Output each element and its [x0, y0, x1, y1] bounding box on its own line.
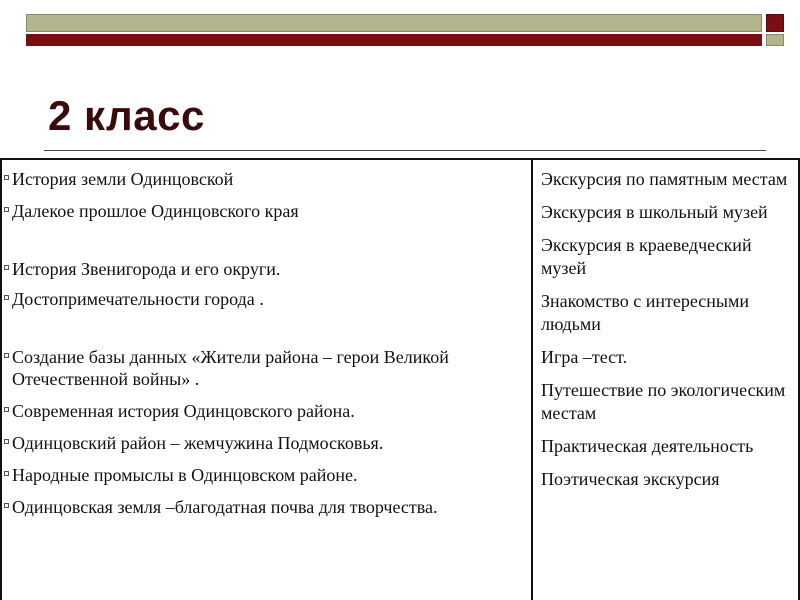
topic-item	[2, 288, 531, 310]
activities-list	[533, 160, 798, 491]
topics-list	[2, 160, 531, 518]
square-bullet-icon	[4, 503, 9, 508]
activity-item: Знакомство с интересными людьми	[541, 291, 750, 334]
activity-item: Экскурсия по памятным местам	[541, 169, 788, 189]
topic-text: Достопримечательности города .	[12, 289, 264, 309]
maroon-square	[766, 14, 784, 32]
square-bullet-icon	[4, 353, 9, 358]
topic-item	[2, 168, 531, 190]
square-bullet-icon	[4, 439, 9, 444]
content-table	[0, 158, 800, 600]
topic-text: История Звенигорода и его округи.	[12, 259, 281, 279]
topic-text: Создание базы данных «Жители района – герои Великой Отечественной войны» .	[12, 347, 449, 389]
topic-item	[2, 464, 531, 486]
square-bullet-icon	[4, 471, 9, 476]
topic-item	[2, 400, 531, 422]
topic-text: Одинцовский район – жемчужина Подмосковья.	[12, 433, 384, 453]
square-bullet-icon	[4, 295, 9, 300]
activity-item: Поэтическая экскурсия	[541, 469, 720, 489]
topic-item	[2, 432, 531, 454]
olive-square	[766, 34, 784, 46]
topic-item	[2, 200, 531, 222]
page-title: 2 класс	[48, 92, 205, 139]
activity-item: Игра –тест.	[541, 347, 628, 367]
activity-item: Путешествие по экологическим местам	[541, 380, 786, 423]
topic-text: Одинцовская земля –благодатная почва для творчества.	[12, 497, 438, 517]
topic-text: Современная история Одинцовского района.	[12, 401, 355, 421]
square-bullet-icon	[4, 207, 9, 212]
title-underline	[44, 150, 766, 151]
topic-item	[2, 496, 531, 518]
topics-column	[0, 160, 533, 600]
topic-text: Народные промыслы в Одинцовском районе.	[12, 465, 358, 485]
square-bullet-icon	[4, 407, 9, 412]
topic-item	[2, 258, 531, 280]
square-bullet-icon	[4, 175, 9, 180]
topic-item	[2, 346, 531, 390]
square-bullet-icon	[4, 265, 9, 270]
topic-text: Далекое прошлое Одинцовского края	[12, 201, 299, 221]
maroon-bar	[26, 34, 762, 46]
activity-item: Экскурсия в школьный музей	[541, 202, 768, 222]
topic-text: История земли Одинцовской	[12, 169, 234, 189]
olive-bar	[26, 14, 762, 32]
decorative-header-bars	[0, 0, 800, 60]
activities-column	[533, 160, 800, 600]
activity-item: Практическая деятельность	[541, 436, 754, 456]
activity-item: Экскурсия в краеведческий музей	[541, 235, 752, 278]
